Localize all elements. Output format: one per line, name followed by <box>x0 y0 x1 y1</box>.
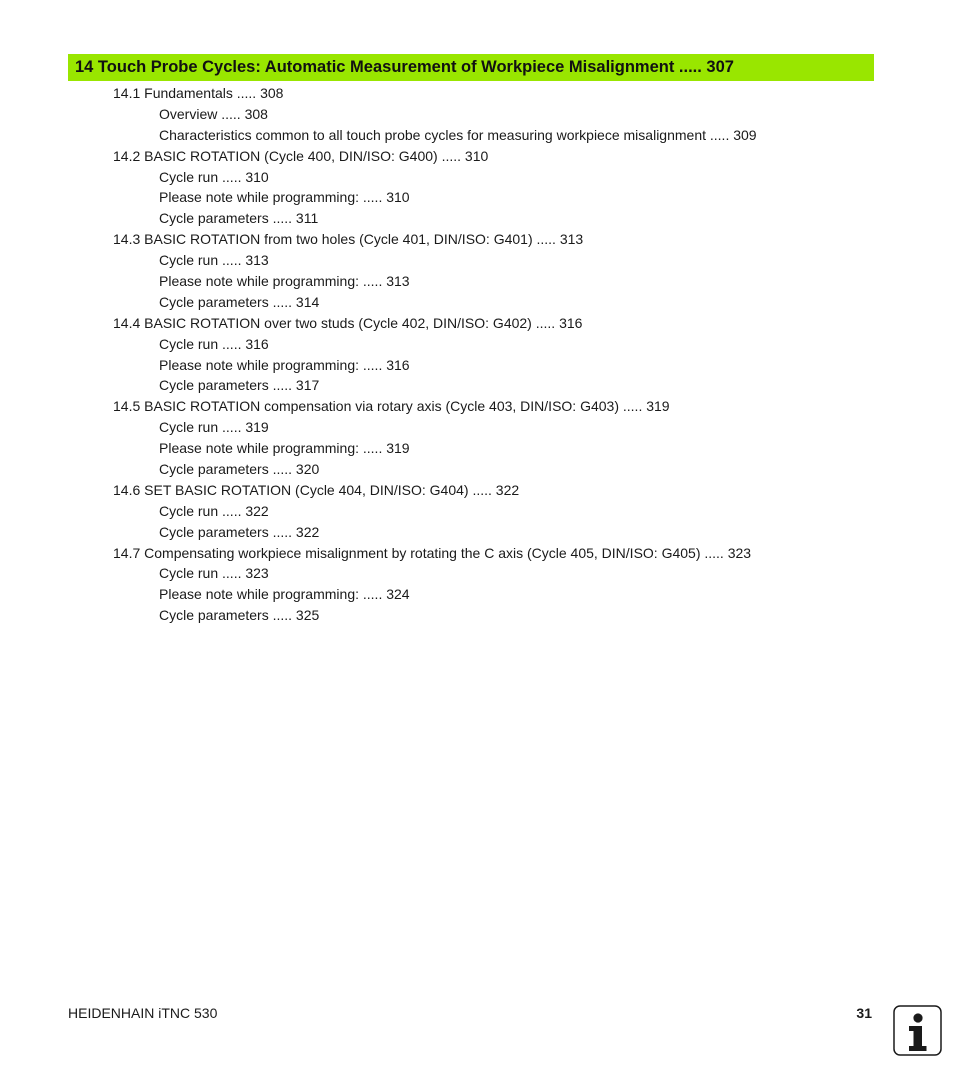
toc-subsection-entry[interactable]: Cycle parameters ..... 325 <box>159 607 320 624</box>
toc-section-entry[interactable]: 14.3 BASIC ROTATION from two holes (Cycle 401, DIN/ISO: G401) ..... 313 <box>113 231 584 248</box>
toc-subsection-entry[interactable]: Cycle run ..... 310 <box>159 168 269 185</box>
toc-subsection-entry[interactable]: Cycle run ..... 319 <box>159 419 269 436</box>
toc-subsection-entry[interactable]: Overview ..... 308 <box>159 105 268 122</box>
toc-subsection-entry[interactable]: Cycle run ..... 316 <box>159 335 269 352</box>
toc-section-entry[interactable]: 14.5 BASIC ROTATION compensation via rotary axis (Cycle 403, DIN/ISO: G403) ..... 319 <box>113 398 670 415</box>
toc-subsection-entry[interactable]: Please note while programming: ..... 324 <box>159 586 410 603</box>
toc-subsection-entry[interactable]: Please note while programming: ..... 316 <box>159 356 410 373</box>
info-icon[interactable] <box>893 1005 942 1056</box>
toc-section-entry[interactable]: 14.6 SET BASIC ROTATION (Cycle 404, DIN/ISO: G404) ..... 322 <box>113 481 520 498</box>
footer-manual-name: HEIDENHAIN iTNC 530 <box>68 1005 218 1021</box>
table-of-contents <box>0 83 954 626</box>
toc-subsection-entry[interactable]: Cycle parameters ..... 314 <box>159 293 320 310</box>
toc-subsection-entry[interactable]: Cycle parameters ..... 322 <box>159 523 320 540</box>
chapter-heading-bar <box>68 54 874 81</box>
toc-subsection-entry[interactable]: Cycle parameters ..... 311 <box>159 210 319 227</box>
toc-subsection-entry[interactable]: Cycle parameters ..... 320 <box>159 461 320 478</box>
toc-subsection-entry[interactable]: Cycle parameters ..... 317 <box>159 377 320 394</box>
page-number: 31 <box>856 1005 872 1021</box>
toc-section-entry[interactable]: 14.7 Compensating workpiece misalignment by rotating the C axis (Cycle 405, DIN/ISO: G405) ..... 323 <box>113 544 752 561</box>
toc-section-entry[interactable]: 14.4 BASIC ROTATION over two studs (Cycle 402, DIN/ISO: G402) ..... 316 <box>113 314 583 331</box>
toc-section-entry[interactable]: 14.1 Fundamentals ..... 308 <box>113 85 284 101</box>
chapter-title[interactable]: 14 Touch Probe Cycles: Automatic Measurement of Workpiece Misalignment ..... 307 <box>75 58 734 76</box>
toc-subsection-entry[interactable]: Cycle run ..... 322 <box>159 502 269 519</box>
toc-section-entry[interactable]: 14.2 BASIC ROTATION (Cycle 400, DIN/ISO: G400) ..... 310 <box>113 147 489 164</box>
toc-subsection-entry[interactable]: Characteristics common to all touch probe cycles for measuring workpiece misalignment ..... 309 <box>159 126 757 143</box>
toc-subsection-entry[interactable]: Please note while programming: ..... 319 <box>159 440 410 457</box>
toc-subsection-entry[interactable]: Please note while programming: ..... 313 <box>159 273 410 290</box>
toc-subsection-entry[interactable]: Please note while programming: ..... 310 <box>159 189 410 206</box>
toc-subsection-entry[interactable]: Cycle run ..... 323 <box>159 565 269 582</box>
toc-subsection-entry[interactable]: Cycle run ..... 313 <box>159 252 269 269</box>
